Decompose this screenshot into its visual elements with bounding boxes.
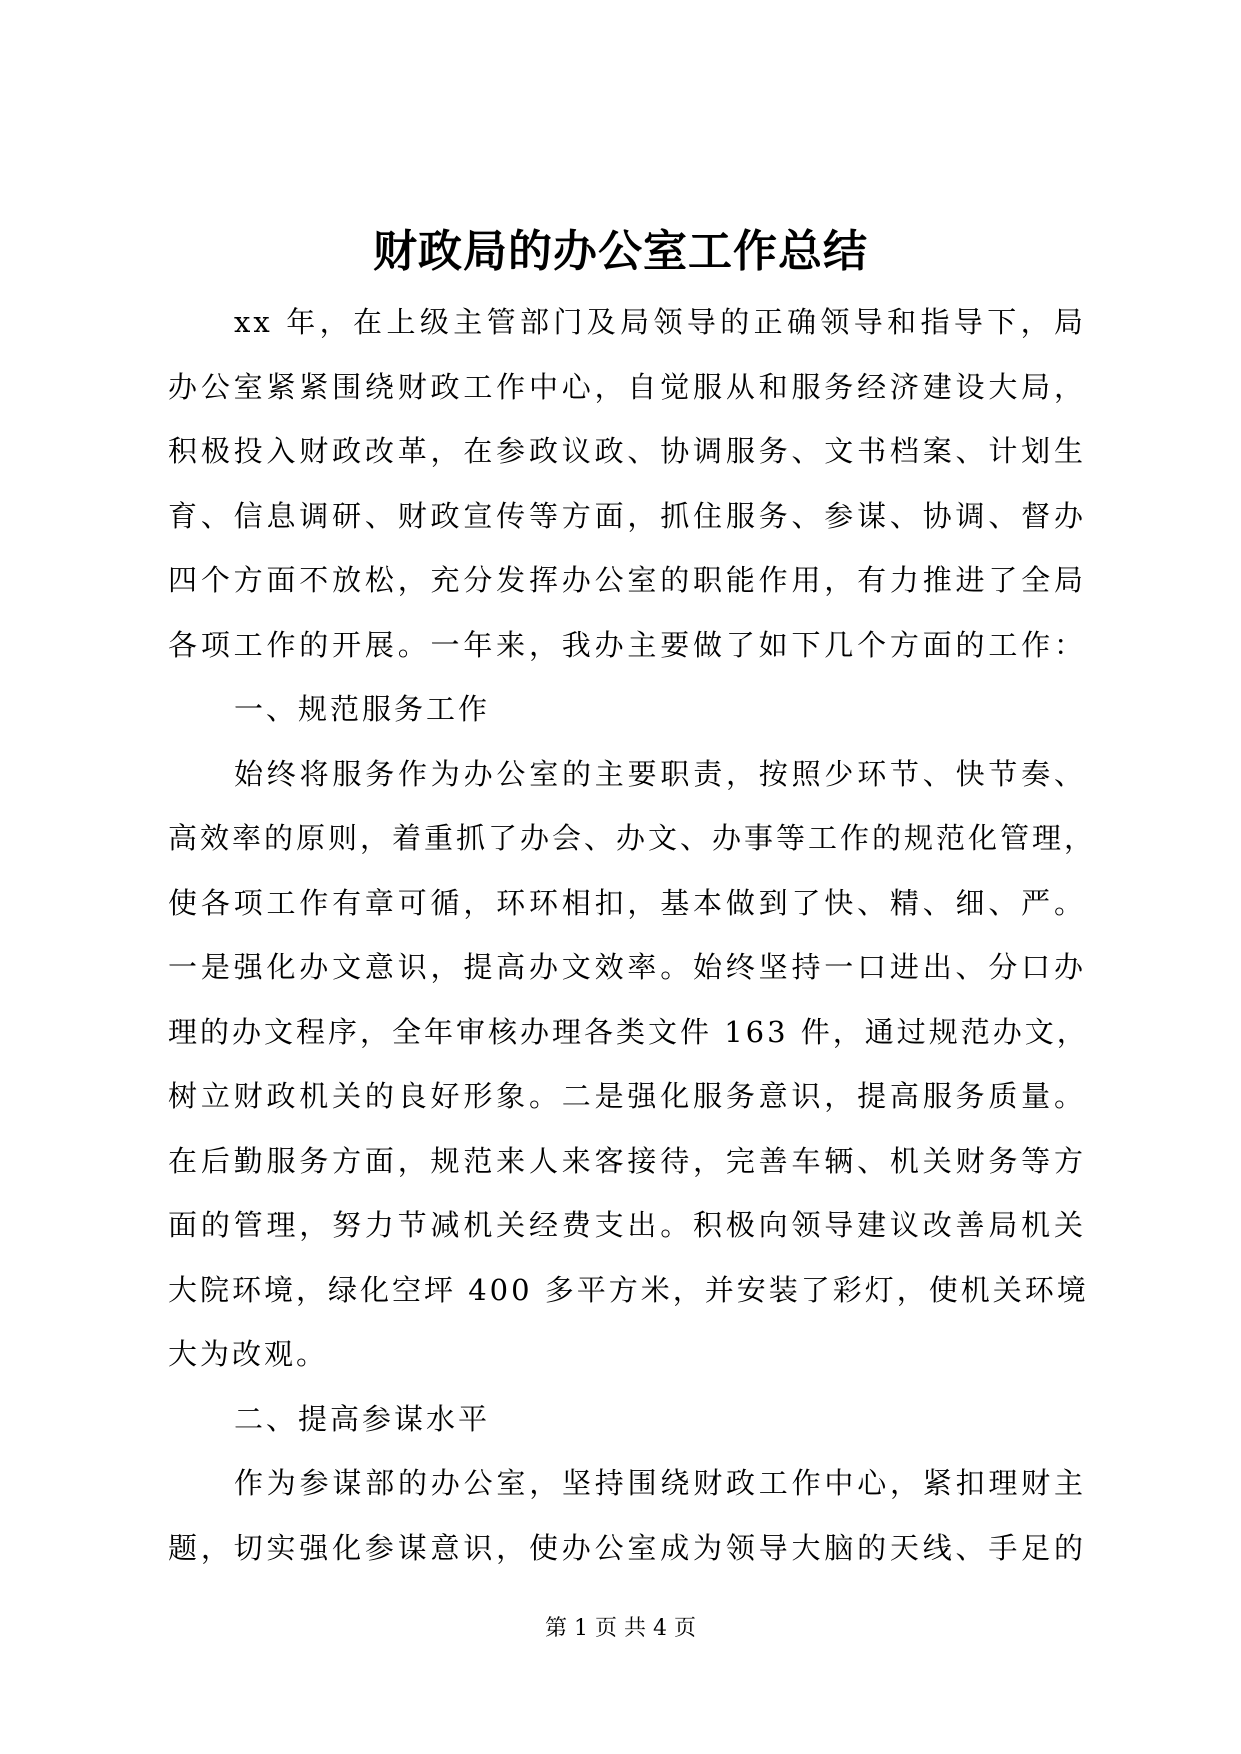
text-line: xx 年，在上级主管部门及局领导的正确领导和指导下，局	[234, 305, 1086, 339]
text-line: 办公室紧紧围绕财政工作中心，自觉服从和服务经济建设大局，	[168, 369, 1086, 404]
text-line: 大为改观。	[168, 1337, 329, 1371]
text-line: 作为参谋部的办公室，坚持围绕财政工作中心，紧扣理财主	[234, 1466, 1086, 1500]
text-line: 一、规范服务工作	[234, 692, 491, 726]
text-line: 各项工作的开展。一年来，我办主要做了如下几个方面的工作：	[168, 627, 1086, 662]
text-line: 大院环境，绿化空坪 400 多平方米，并安装了彩灯，使机关环境	[168, 1272, 1089, 1307]
text-line: 在后勤服务方面，规范来人来客接待，完善车辆、机关财务等方	[168, 1143, 1086, 1178]
text-line: 四个方面不放松，充分发挥办公室的职能作用，有力推进了全局	[168, 563, 1086, 597]
text-line: 始终将服务作为办公室的主要职责，按照少环节、快节奏、	[234, 756, 1086, 791]
text-line: 积极投入财政改革，在参政议政、协调服务、文书档案、计划生	[168, 434, 1086, 468]
text-line: 面的管理，努力节减机关经费支出。积极向领导建议改善局机关	[168, 1208, 1086, 1242]
text-line: 育、信息调研、财政宣传等方面，抓住服务、参谋、协调、督办	[168, 498, 1086, 533]
text-line: 二、提高参谋水平	[234, 1401, 491, 1436]
document-title: 财政局的办公室工作总结	[373, 226, 868, 277]
text-line: 一是强化办文意识，提高办文效率。始终坚持一口进出、分口办	[168, 950, 1086, 984]
document-body	[168, 290, 1097, 1580]
text-line: 题，切实强化参谋意识，使办公室成为领导大脑的天线、手足的	[168, 1530, 1086, 1565]
page-number: 第 1 页 共 4 页	[545, 1616, 696, 1641]
text-line: 理的办文程序，全年审核办理各类文件 163 件，通过规范办文，	[168, 1014, 1089, 1049]
text-line: 树立财政机关的良好形象。二是强化服务意识，提高服务质量。	[168, 1079, 1086, 1113]
text-line: 使各项工作有章可循，环环相扣，基本做到了快、精、细、严。	[168, 885, 1086, 920]
text-line: 高效率的原则，着重抓了办会、办文、办事等工作的规范化管理，	[168, 821, 1097, 855]
